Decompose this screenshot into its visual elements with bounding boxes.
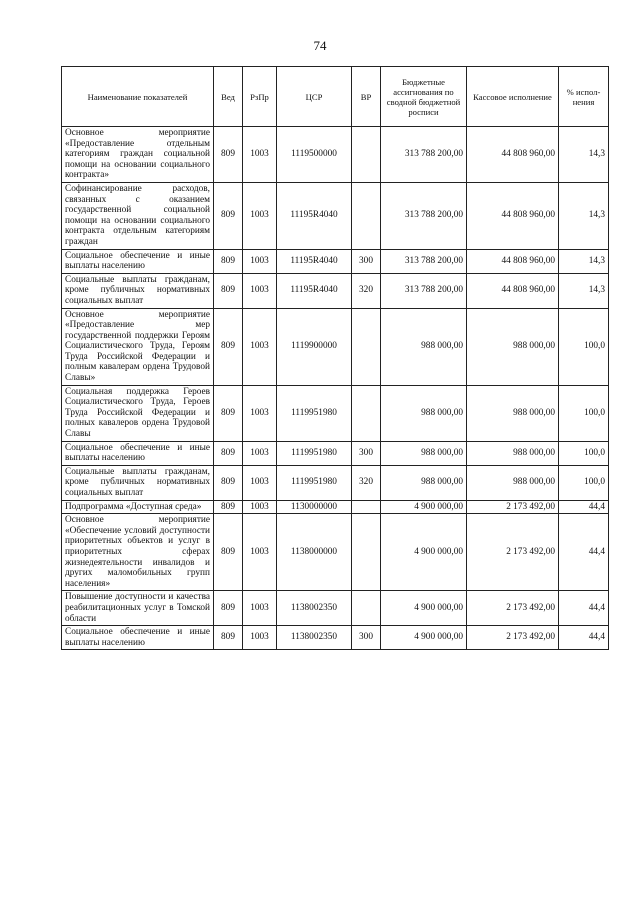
table-row bbox=[62, 514, 609, 591]
cell-cash: 44 808 960,00 bbox=[467, 127, 559, 183]
table-row bbox=[62, 182, 609, 249]
cell-rzpr: 1003 bbox=[243, 465, 277, 500]
header-rzpr: РзПр bbox=[243, 67, 277, 127]
cell-budget: 313 788 200,00 bbox=[381, 249, 467, 273]
cell-vr bbox=[352, 182, 381, 249]
cell-ved: 809 bbox=[214, 385, 243, 441]
cell-cash: 44 808 960,00 bbox=[467, 273, 559, 308]
header-name: Наименование показателей bbox=[62, 67, 214, 127]
cell-csr: 1119500000 bbox=[277, 127, 352, 183]
cell-name: Социальные выплаты гражданам, кроме публичных нормативных социальных выплат bbox=[62, 465, 214, 500]
cell-ved: 809 bbox=[214, 273, 243, 308]
cell-cash: 2 173 492,00 bbox=[467, 626, 559, 650]
cell-csr: 1119951980 bbox=[277, 441, 352, 465]
page-number: 74 bbox=[313, 38, 327, 53]
cell-ved: 809 bbox=[214, 441, 243, 465]
cell-vr bbox=[352, 308, 381, 385]
cell-ved: 809 bbox=[214, 591, 243, 626]
cell-budget: 988 000,00 bbox=[381, 308, 467, 385]
table-row bbox=[62, 127, 609, 183]
cell-csr: 1138000000 bbox=[277, 514, 352, 591]
cell-ved: 809 bbox=[214, 465, 243, 500]
cell-percent: 44,4 bbox=[559, 626, 609, 650]
cell-rzpr: 1003 bbox=[243, 514, 277, 591]
cell-cash: 44 808 960,00 bbox=[467, 182, 559, 249]
cell-percent: 100,0 bbox=[559, 308, 609, 385]
cell-vr: 320 bbox=[352, 465, 381, 500]
table-row bbox=[62, 591, 609, 626]
cell-percent: 44,4 bbox=[559, 500, 609, 514]
table-header-row bbox=[62, 67, 609, 127]
cell-name: Социальное обеспечение и иные выплаты населению bbox=[62, 626, 214, 650]
cell-cash: 44 808 960,00 bbox=[467, 249, 559, 273]
cell-budget: 313 788 200,00 bbox=[381, 127, 467, 183]
cell-csr: 1119951980 bbox=[277, 465, 352, 500]
cell-name: Основное мероприятие «Предоставление мер государственной поддержки Героям Социалистического Труда, Героям Труда Российской Федерации и полным кавалерам ордена Трудовой Славы» bbox=[62, 308, 214, 385]
cell-ved: 809 bbox=[214, 182, 243, 249]
cell-percent: 14,3 bbox=[559, 182, 609, 249]
cell-vr: 320 bbox=[352, 273, 381, 308]
table-body bbox=[62, 127, 609, 650]
cell-percent: 100,0 bbox=[559, 441, 609, 465]
table-row bbox=[62, 273, 609, 308]
cell-rzpr: 1003 bbox=[243, 249, 277, 273]
cell-budget: 988 000,00 bbox=[381, 465, 467, 500]
cell-name: Социальное обеспечение и иные выплаты населению bbox=[62, 249, 214, 273]
header-budget: Бюджетные ассигнования по сводной бюджетной росписи bbox=[381, 67, 467, 127]
cell-ved: 809 bbox=[214, 249, 243, 273]
cell-cash: 2 173 492,00 bbox=[467, 514, 559, 591]
cell-rzpr: 1003 bbox=[243, 591, 277, 626]
budget-execution-table bbox=[61, 66, 609, 650]
cell-csr: 1138002350 bbox=[277, 626, 352, 650]
table-row bbox=[62, 385, 609, 441]
cell-vr: 300 bbox=[352, 249, 381, 273]
cell-csr: 1138002350 bbox=[277, 591, 352, 626]
header-vr: ВР bbox=[352, 67, 381, 127]
cell-budget: 313 788 200,00 bbox=[381, 182, 467, 249]
cell-percent: 14,3 bbox=[559, 273, 609, 308]
cell-cash: 2 173 492,00 bbox=[467, 500, 559, 514]
cell-name: Повышение доступности и качества реабилитационных услуг в Томской области bbox=[62, 591, 214, 626]
cell-percent: 44,4 bbox=[559, 514, 609, 591]
cell-name: Подпрограмма «Доступная среда» bbox=[62, 500, 214, 514]
table-row bbox=[62, 249, 609, 273]
cell-vr bbox=[352, 514, 381, 591]
cell-vr: 300 bbox=[352, 626, 381, 650]
cell-budget: 4 900 000,00 bbox=[381, 500, 467, 514]
cell-rzpr: 1003 bbox=[243, 273, 277, 308]
cell-vr bbox=[352, 127, 381, 183]
cell-rzpr: 1003 bbox=[243, 385, 277, 441]
cell-budget: 4 900 000,00 bbox=[381, 514, 467, 591]
header-csr: ЦСР bbox=[277, 67, 352, 127]
table-row bbox=[62, 465, 609, 500]
cell-csr: 1119951980 bbox=[277, 385, 352, 441]
cell-vr: 300 bbox=[352, 441, 381, 465]
cell-csr: 11195R4040 bbox=[277, 273, 352, 308]
header-ved: Вед bbox=[214, 67, 243, 127]
header-cash: Кассовое исполнение bbox=[467, 67, 559, 127]
cell-ved: 809 bbox=[214, 500, 243, 514]
cell-budget: 313 788 200,00 bbox=[381, 273, 467, 308]
cell-csr: 1119900000 bbox=[277, 308, 352, 385]
table-row bbox=[62, 500, 609, 514]
cell-name: Социальные выплаты гражданам, кроме публичных нормативных социальных выплат bbox=[62, 273, 214, 308]
cell-percent: 100,0 bbox=[559, 385, 609, 441]
cell-rzpr: 1003 bbox=[243, 127, 277, 183]
cell-name: Софинансирование расходов, связанных с оказанием государственной социальной помощи на основании социального контракта отдельным категориям граждан bbox=[62, 182, 214, 249]
cell-budget: 988 000,00 bbox=[381, 385, 467, 441]
cell-ved: 809 bbox=[214, 514, 243, 591]
header-percent: % испол-нения bbox=[559, 67, 609, 127]
cell-ved: 809 bbox=[214, 626, 243, 650]
cell-vr bbox=[352, 385, 381, 441]
cell-percent: 100,0 bbox=[559, 465, 609, 500]
cell-csr: 11195R4040 bbox=[277, 249, 352, 273]
cell-name: Основное мероприятие «Предоставление отдельным категориям граждан социальной помощи на основании социального контракта» bbox=[62, 127, 214, 183]
cell-rzpr: 1003 bbox=[243, 441, 277, 465]
cell-vr bbox=[352, 500, 381, 514]
cell-cash: 2 173 492,00 bbox=[467, 591, 559, 626]
cell-percent: 14,3 bbox=[559, 249, 609, 273]
cell-rzpr: 1003 bbox=[243, 182, 277, 249]
cell-rzpr: 1003 bbox=[243, 626, 277, 650]
cell-ved: 809 bbox=[214, 308, 243, 385]
cell-rzpr: 1003 bbox=[243, 308, 277, 385]
cell-cash: 988 000,00 bbox=[467, 465, 559, 500]
cell-name: Социальная поддержка Героев Социалистического Труда, Героев Труда Российской Федерации и полных кавалеров ордена Трудовой Славы bbox=[62, 385, 214, 441]
cell-budget: 988 000,00 bbox=[381, 441, 467, 465]
cell-name: Основное мероприятие «Обеспечение условий доступности приоритетных объектов и услуг в приоритетных сферах жизнедеятельности инвалидов и других маломобильных групп населения» bbox=[62, 514, 214, 591]
cell-csr: 11195R4040 bbox=[277, 182, 352, 249]
cell-budget: 4 900 000,00 bbox=[381, 626, 467, 650]
table-row bbox=[62, 626, 609, 650]
table-row bbox=[62, 308, 609, 385]
table-row bbox=[62, 441, 609, 465]
cell-budget: 4 900 000,00 bbox=[381, 591, 467, 626]
cell-cash: 988 000,00 bbox=[467, 385, 559, 441]
cell-percent: 14,3 bbox=[559, 127, 609, 183]
cell-cash: 988 000,00 bbox=[467, 308, 559, 385]
cell-cash: 988 000,00 bbox=[467, 441, 559, 465]
cell-csr: 1130000000 bbox=[277, 500, 352, 514]
cell-rzpr: 1003 bbox=[243, 500, 277, 514]
cell-percent: 44,4 bbox=[559, 591, 609, 626]
cell-name: Социальное обеспечение и иные выплаты населению bbox=[62, 441, 214, 465]
cell-vr bbox=[352, 591, 381, 626]
cell-ved: 809 bbox=[214, 127, 243, 183]
